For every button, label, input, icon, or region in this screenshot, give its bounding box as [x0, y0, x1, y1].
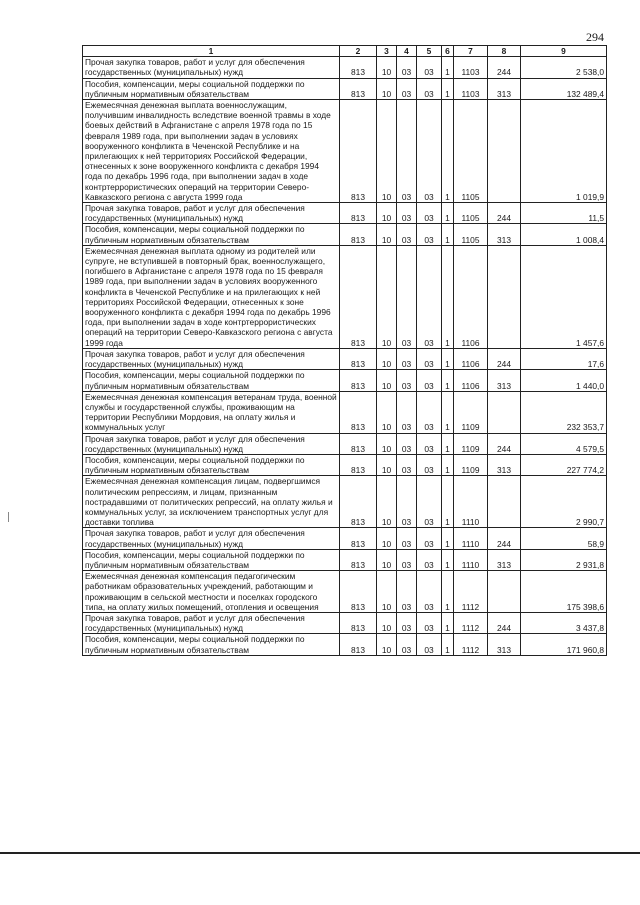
budget-item-name: Пособия, компенсации, меры социальной поддержки по публичным нормативным обязательствам: [83, 224, 340, 245]
code-expense-type: 244: [488, 528, 521, 549]
header-cell: 9: [521, 46, 607, 57]
table-row: [83, 433, 607, 454]
code-expense-type: 313: [488, 78, 521, 99]
code-target-article: 1109: [454, 454, 488, 475]
code-target-article: 1110: [454, 549, 488, 570]
amount-value: 132 489,4: [521, 78, 607, 99]
code-gov-dept: 813: [340, 100, 377, 203]
code-program: 03: [417, 433, 442, 454]
code-subprogram: 1: [442, 100, 454, 203]
code-expense-type: [488, 245, 521, 348]
table-row: [83, 245, 607, 348]
code-program: 03: [417, 571, 442, 613]
code-section: 10: [377, 528, 397, 549]
code-program: 03: [417, 476, 442, 528]
code-program: 03: [417, 57, 442, 78]
budget-item-name: Прочая закупка товаров, работ и услуг для обеспечения государственных (муниципальных) нужд: [83, 203, 340, 224]
code-gov-dept: 813: [340, 57, 377, 78]
code-subsection: 03: [397, 391, 417, 433]
code-gov-dept: 813: [340, 454, 377, 475]
code-section: 10: [377, 203, 397, 224]
budget-item-name: Пособия, компенсации, меры социальной поддержки по публичным нормативным обязательствам: [83, 634, 340, 655]
code-target-article: 1106: [454, 245, 488, 348]
header-cell: 1: [83, 46, 340, 57]
code-section: 10: [377, 224, 397, 245]
code-section: 10: [377, 348, 397, 369]
header-cell: 8: [488, 46, 521, 57]
amount-value: 171 960,8: [521, 634, 607, 655]
code-subsection: 03: [397, 571, 417, 613]
code-subsection: 03: [397, 224, 417, 245]
code-program: 03: [417, 549, 442, 570]
amount-value: 1 440,0: [521, 370, 607, 391]
amount-value: 1 008,4: [521, 224, 607, 245]
code-program: 03: [417, 245, 442, 348]
table-row: [83, 634, 607, 655]
budget-item-name: Ежемесячная денежная компенсация ветеранам труда, военной службы и государственной службы, проживающим на территории Республики Мордовия, на оплату жилья и коммунальных услуг: [83, 391, 340, 433]
code-subprogram: 1: [442, 370, 454, 391]
table-row: [83, 203, 607, 224]
code-gov-dept: 813: [340, 391, 377, 433]
code-section: 10: [377, 476, 397, 528]
table-row: [83, 348, 607, 369]
header-row: [83, 46, 607, 57]
amount-value: 227 774,2: [521, 454, 607, 475]
code-subsection: 03: [397, 203, 417, 224]
code-program: 03: [417, 612, 442, 633]
amount-value: 2 931,8: [521, 549, 607, 570]
code-subsection: 03: [397, 78, 417, 99]
budget-item-name: Прочая закупка товаров, работ и услуг для обеспечения государственных (муниципальных) нужд: [83, 433, 340, 454]
table-row: [83, 549, 607, 570]
header-cell: 3: [377, 46, 397, 57]
table-row: [83, 391, 607, 433]
code-subsection: 03: [397, 528, 417, 549]
code-gov-dept: 813: [340, 612, 377, 633]
code-gov-dept: 813: [340, 78, 377, 99]
code-section: 10: [377, 454, 397, 475]
code-section: 10: [377, 433, 397, 454]
code-section: 10: [377, 571, 397, 613]
table-row: [83, 370, 607, 391]
code-expense-type: 313: [488, 454, 521, 475]
code-target-article: 1106: [454, 370, 488, 391]
code-subsection: 03: [397, 100, 417, 203]
code-program: 03: [417, 203, 442, 224]
code-gov-dept: 813: [340, 476, 377, 528]
code-gov-dept: 813: [340, 571, 377, 613]
code-expense-type: 244: [488, 203, 521, 224]
header-cell: 2: [340, 46, 377, 57]
table-row: [83, 100, 607, 203]
table-row: [83, 571, 607, 613]
code-expense-type: 313: [488, 549, 521, 570]
page-number: 294: [586, 30, 604, 44]
code-subprogram: 1: [442, 78, 454, 99]
code-expense-type: 313: [488, 370, 521, 391]
code-target-article: 1112: [454, 571, 488, 613]
code-program: 03: [417, 634, 442, 655]
code-target-article: 1106: [454, 348, 488, 369]
code-expense-type: 244: [488, 348, 521, 369]
code-target-article: 1105: [454, 100, 488, 203]
code-subprogram: 1: [442, 571, 454, 613]
code-program: 03: [417, 370, 442, 391]
amount-value: 58,9: [521, 528, 607, 549]
table-row: [83, 454, 607, 475]
code-section: 10: [377, 549, 397, 570]
table-row: [83, 476, 607, 528]
table-row: [83, 57, 607, 78]
code-section: 10: [377, 370, 397, 391]
code-gov-dept: 813: [340, 433, 377, 454]
code-subprogram: 1: [442, 348, 454, 369]
budget-item-name: Пособия, компенсации, меры социальной поддержки по публичным нормативным обязательствам: [83, 549, 340, 570]
code-expense-type: 244: [488, 612, 521, 633]
code-subsection: 03: [397, 476, 417, 528]
code-expense-type: 244: [488, 433, 521, 454]
code-program: 03: [417, 224, 442, 245]
budget-item-name: Ежемесячная денежная компенсация педагогическим работникам образовательных учреждений, работающим и проживающим в сельской местности и поселках городского типа, на оплату жилых помещений, отопления и освещения: [83, 571, 340, 613]
code-target-article: 1105: [454, 203, 488, 224]
amount-value: 17,6: [521, 348, 607, 369]
code-target-article: 1110: [454, 476, 488, 528]
code-target-article: 1112: [454, 612, 488, 633]
code-target-article: 1103: [454, 78, 488, 99]
code-target-article: 1103: [454, 57, 488, 78]
code-program: 03: [417, 100, 442, 203]
table-row: [83, 78, 607, 99]
amount-value: 175 398,6: [521, 571, 607, 613]
budget-item-name: Ежемесячная денежная компенсация лицам, подвергшимся политическим репрессиям, и лицам, признанным пострадавшими от политических репрессий, на оплату жилья и коммунальных услуг, за исключением транспортных услуг для доставки топлива: [83, 476, 340, 528]
amount-value: 1 019,9: [521, 100, 607, 203]
code-section: 10: [377, 612, 397, 633]
code-subsection: 03: [397, 57, 417, 78]
code-subsection: 03: [397, 245, 417, 348]
code-program: 03: [417, 348, 442, 369]
code-subprogram: 1: [442, 245, 454, 348]
code-subprogram: 1: [442, 203, 454, 224]
amount-value: 2 538,0: [521, 57, 607, 78]
budget-item-name: Пособия, компенсации, меры социальной поддержки по публичным нормативным обязательствам: [83, 454, 340, 475]
code-section: 10: [377, 78, 397, 99]
code-program: 03: [417, 528, 442, 549]
code-gov-dept: 813: [340, 245, 377, 348]
code-gov-dept: 813: [340, 634, 377, 655]
budget-item-name: Пособия, компенсации, меры социальной поддержки по публичным нормативным обязательствам: [83, 370, 340, 391]
budget-item-name: Пособия, компенсации, меры социальной поддержки по публичным нормативным обязательствам: [83, 78, 340, 99]
header-cell: 5: [417, 46, 442, 57]
code-section: 10: [377, 634, 397, 655]
header-cell: 7: [454, 46, 488, 57]
footer-rule: [0, 852, 640, 854]
code-expense-type: 244: [488, 57, 521, 78]
code-section: 10: [377, 100, 397, 203]
budget-item-name: Прочая закупка товаров, работ и услуг для обеспечения государственных (муниципальных) нужд: [83, 57, 340, 78]
code-subprogram: 1: [442, 476, 454, 528]
amount-value: 1 457,6: [521, 245, 607, 348]
code-target-article: 1110: [454, 528, 488, 549]
code-subprogram: 1: [442, 549, 454, 570]
code-subsection: 03: [397, 454, 417, 475]
code-target-article: 1112: [454, 634, 488, 655]
table-row: [83, 612, 607, 633]
code-target-article: 1109: [454, 391, 488, 433]
code-subsection: 03: [397, 433, 417, 454]
code-section: 10: [377, 391, 397, 433]
table-row: [83, 224, 607, 245]
code-target-article: 1105: [454, 224, 488, 245]
code-gov-dept: 813: [340, 348, 377, 369]
table-body: [83, 57, 607, 656]
code-subsection: 03: [397, 634, 417, 655]
code-gov-dept: 813: [340, 203, 377, 224]
code-program: 03: [417, 454, 442, 475]
code-gov-dept: 813: [340, 370, 377, 391]
code-subprogram: 1: [442, 391, 454, 433]
header-cell: 6: [442, 46, 454, 57]
code-subsection: 03: [397, 370, 417, 391]
budget-item-name: Прочая закупка товаров, работ и услуг для обеспечения государственных (муниципальных) нужд: [83, 528, 340, 549]
code-section: 10: [377, 245, 397, 348]
code-expense-type: 313: [488, 224, 521, 245]
budget-item-name: Ежемесячная денежная выплата одному из родителей или супруге, не вступившей в повторный брак, военнослужащего, погибшего в Афганистане с апреля 1978 года по 15 февраля 1989 года, при выполнении задач в условиях вооруженного конфликта в Чеченской Республике и на прилегающих к ней территориях Российской Федерации, отнесенных к зоне вооруженного конфликта с декабря 1994 года по декабрь 1996 года, при выполнении задач в ходе контртеррористических операций на территории Северо-Кавказского региона с августа 1999 года: [83, 245, 340, 348]
code-subsection: 03: [397, 549, 417, 570]
amount-value: 11,5: [521, 203, 607, 224]
code-subprogram: 1: [442, 634, 454, 655]
code-target-article: 1109: [454, 433, 488, 454]
code-subsection: 03: [397, 612, 417, 633]
table-row: [83, 528, 607, 549]
budget-item-name: Прочая закупка товаров, работ и услуг для обеспечения государственных (муниципальных) нужд: [83, 348, 340, 369]
budget-table: [82, 45, 607, 656]
code-section: 10: [377, 57, 397, 78]
code-subsection: 03: [397, 348, 417, 369]
budget-item-name: Ежемесячная денежная выплата военнослужащим, получившим инвалидность вследствие военной травмы в ходе боевых действий в Афганистане с апреля 1978 года по 15 февраля 1989 года, при выполнении задач в условиях вооруженного конфликта в Чеченской Республике и на прилегающих к ней территориях Российской Федерации, отнесенных к зоне вооруженного конфликта с декабря 1994 года по декабрь 1996 года, при выполнении задач в ходе контртеррористических операций на территории Северо-Кавказского региона с августа 1999 года: [83, 100, 340, 203]
code-expense-type: [488, 391, 521, 433]
code-subprogram: 1: [442, 454, 454, 475]
code-subprogram: 1: [442, 433, 454, 454]
code-subprogram: 1: [442, 528, 454, 549]
header-cell: 4: [397, 46, 417, 57]
code-gov-dept: 813: [340, 528, 377, 549]
code-gov-dept: 813: [340, 224, 377, 245]
amount-value: 2 990,7: [521, 476, 607, 528]
amount-value: 232 353,7: [521, 391, 607, 433]
code-subprogram: 1: [442, 612, 454, 633]
code-expense-type: [488, 476, 521, 528]
code-program: 03: [417, 391, 442, 433]
amount-value: 4 579,5: [521, 433, 607, 454]
code-subprogram: 1: [442, 224, 454, 245]
code-subprogram: 1: [442, 57, 454, 78]
amount-value: 3 437,8: [521, 612, 607, 633]
code-gov-dept: 813: [340, 549, 377, 570]
scan-mark: [8, 512, 9, 522]
code-expense-type: 313: [488, 634, 521, 655]
budget-item-name: Прочая закупка товаров, работ и услуг для обеспечения государственных (муниципальных) нужд: [83, 612, 340, 633]
code-program: 03: [417, 78, 442, 99]
code-expense-type: [488, 100, 521, 203]
code-expense-type: [488, 571, 521, 613]
